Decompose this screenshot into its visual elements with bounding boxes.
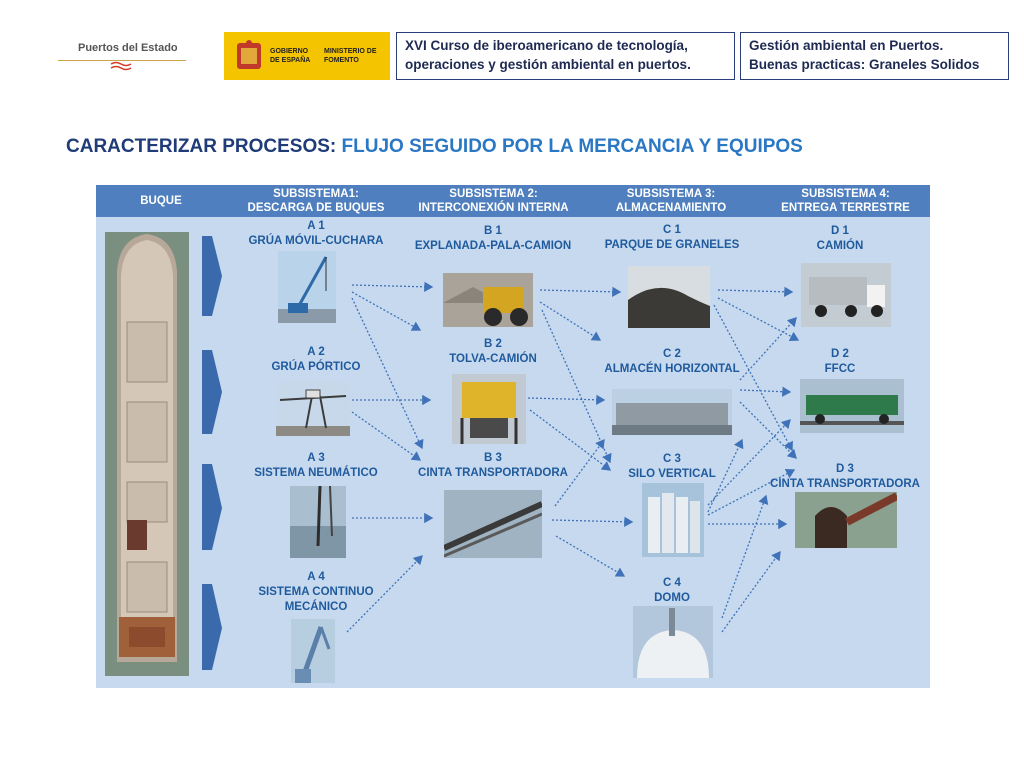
conveyor-tunnel-photo	[795, 492, 897, 548]
horizontal-warehouse-photo	[612, 389, 732, 435]
topic-title-box: Gestión ambiental en Puertos. Buenas practicas: Graneles Solidos	[740, 32, 1009, 80]
node-c2-label: C 2 ALMACÉN HORIZONTAL	[604, 348, 740, 375]
bulk-yard-photo	[628, 266, 710, 328]
vertical-silo-photo	[642, 483, 704, 557]
column-header-buque: BUQUE	[140, 195, 182, 207]
conveyor-belt-photo	[444, 490, 542, 558]
column-header-subsistema-4: SUBSISTEMA 4: ENTREGA TERRESTRE	[781, 188, 910, 214]
railway-wagon-photo	[800, 379, 904, 433]
node-d3-label: D 3 CINTA TRANSPORTADORA	[770, 463, 920, 490]
node-c1-label: C 1 PARQUE DE GRANELES	[604, 224, 740, 251]
wheel-loader-photo	[443, 273, 533, 327]
coat-of-arms-icon	[234, 39, 264, 73]
node-d1-label: D 1 CAMIÓN	[816, 225, 864, 252]
node-a2-label: A 2 GRÚA PÓRTICO	[271, 346, 361, 373]
gobierno-logo	[224, 32, 390, 80]
column-header-subsistema-3: SUBSISTEMA 3: ALMACENAMIENTO	[615, 188, 727, 214]
node-a1-label: A 1 GRÚA MÓVIL-CUCHARA	[248, 220, 384, 247]
mobile-crane-photo	[278, 251, 336, 323]
column-header-bar	[96, 185, 930, 217]
dome-photo	[633, 606, 713, 678]
course-title-box: XVI Curso de iberoamericano de tecnología, operaciones y gestión ambiental en puertos.	[396, 32, 735, 80]
gobierno-text: GOBIERNO DE ESPAÑA	[270, 48, 311, 64]
puertos-del-estado-logo	[56, 36, 188, 70]
ministerio-text: MINISTERIO DE FOMENTO	[324, 48, 377, 64]
chevron-icon	[202, 236, 222, 316]
node-c3-label: C 3 SILO VERTICAL	[628, 453, 716, 480]
truck-photo	[801, 263, 891, 327]
node-a3-label: A 3 SISTEMA NEUMÁTICO	[254, 452, 378, 479]
puertos-logo-text: Puertos del Estado	[78, 42, 178, 54]
node-a4-label: A 4 SISTEMA CONTINUO MECÁNICO	[258, 571, 374, 613]
node-b1-label: B 1 EXPLANADA-PALA-CAMION	[414, 225, 572, 252]
page-title: CARACTERIZAR PROCESOS: FLUJO SEGUIDO POR LA MERCANCIA Y EQUIPOS	[66, 136, 803, 157]
node-d2-label: D 2 FFCC	[824, 348, 856, 375]
flow-chevrons	[198, 232, 224, 676]
column-header-subsistema-1: SUBSISTEMA1: DESCARGA DE BUQUES	[247, 188, 385, 214]
chevron-icon	[202, 464, 222, 550]
column-header-subsistema-2: SUBSISTEMA 2: INTERCONEXIÓN INTERNA	[418, 188, 569, 214]
node-c4-label: C 4 DOMO	[654, 577, 690, 604]
pneumatic-system-photo	[290, 486, 346, 558]
continuous-unloader-photo	[291, 619, 335, 683]
portal-crane-photo	[276, 382, 350, 436]
node-b3-label: B 3 CINTA TRANSPORTADORA	[418, 452, 568, 479]
hopper-truck-photo	[452, 374, 526, 444]
chevron-icon	[202, 350, 222, 434]
ship-photo	[105, 232, 189, 676]
chevron-icon	[202, 584, 222, 670]
node-b2-label: B 2 TOLVA-CAMIÓN	[449, 338, 537, 365]
wave-icon	[110, 61, 132, 71]
